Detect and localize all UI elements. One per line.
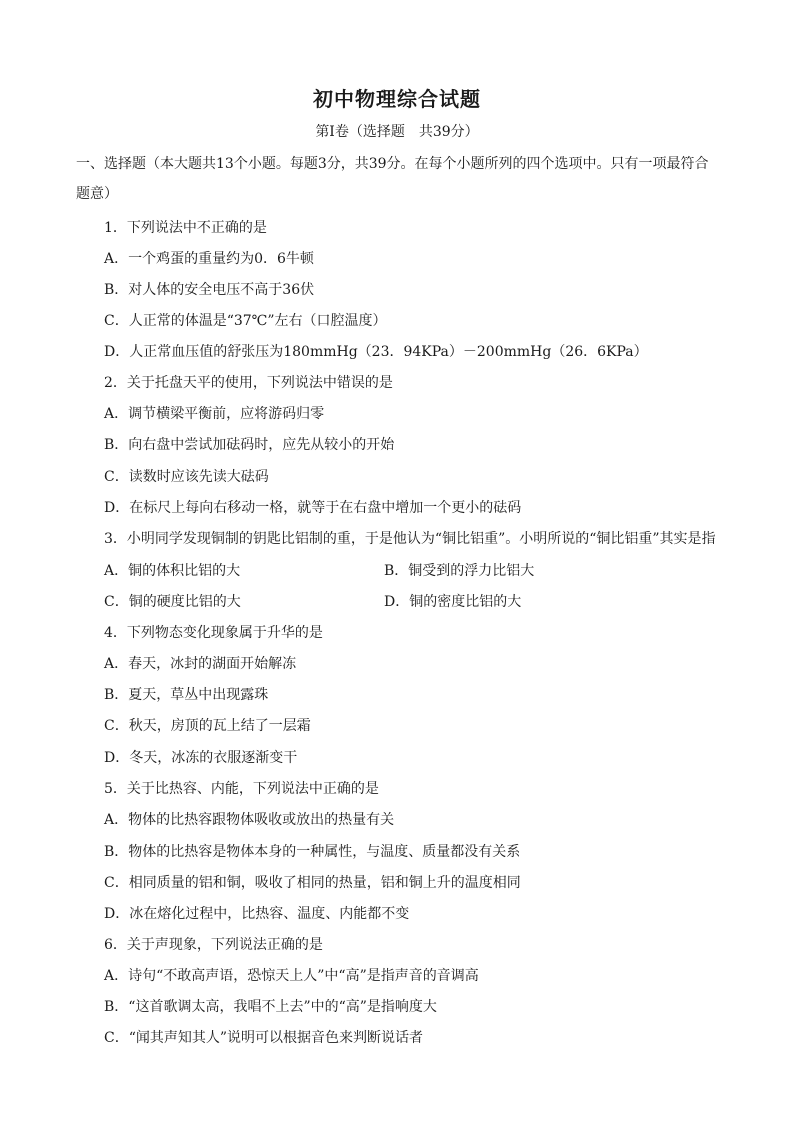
question-2-option-c: C．读数时应该先读大砝码 — [104, 469, 269, 485]
question-4-option-a: A．春天，冰封的湖面开始解冻 — [104, 656, 297, 672]
page-title: 初中物理综合试题 — [313, 87, 481, 111]
question-3-option-b: B．铜受到的浮力比铝大 — [384, 563, 535, 579]
question-1-option-d: D．人正常血压值的舒张压为180mmHg（23．94KPa）－200mmHg（26．6KPa） — [104, 344, 648, 360]
question-4-option-d: D．冬天，冰冻的衣服逐渐变干 — [104, 750, 298, 766]
question-3-option-d: D．铜的密度比铝的大 — [384, 594, 522, 610]
question-2-option-b: B．向右盘中尝试加砝码时，应先从较小的开始 — [104, 437, 395, 453]
question-5-option-b: B．物体的比热容是物体本身的一种属性，与温度、质量都没有关系 — [104, 844, 521, 860]
question-5-option-d: D．冰在熔化过程中，比热容、温度、内能都不变 — [104, 906, 410, 922]
section-intro-line-1: 一、选择题（本大题共13个小题。每题3分，共39分。在每个小题所列的四个选项中。只有一项最符合 — [76, 156, 709, 172]
question-4-option-b: B．夏天，草丛中出现露珠 — [104, 687, 269, 703]
question-6-option-c: C．“闻其声知其人”说明可以根据音色来判断说话者 — [104, 1030, 424, 1046]
question-1-option-b: B．对人体的安全电压不高于36伏 — [104, 282, 315, 298]
question-1-stem: 1．下列说法中不正确的是 — [104, 220, 267, 236]
question-2-stem: 2．关于托盘天平的使用，下列说法中错误的是 — [104, 375, 393, 391]
question-5-option-a: A．物体的比热容跟物体吸收或放出的热量有关 — [104, 812, 395, 828]
question-4-option-c: C．秋天，房顶的瓦上结了一层霜 — [104, 718, 311, 734]
question-5-stem: 5．关于比热容、内能，下列说法中正确的是 — [104, 781, 379, 797]
question-6-option-b: B．“这首歌调太高，我唱不上去”中的“高”是指响度大 — [104, 999, 437, 1015]
question-1-option-c: C．人正常的体温是“37℃”左右（口腔温度） — [104, 313, 387, 329]
page-subtitle: 第Ⅰ卷（选择题 共39分） — [315, 124, 479, 140]
question-2-option-d: D．在标尺上每向右移动一格，就等于在右盘中增加一个更小的砝码 — [104, 500, 522, 516]
question-1-option-a: A．一个鸡蛋的重量约为0．6牛顿 — [104, 251, 314, 267]
question-2-option-a: A．调节横梁平衡前，应将游码归零 — [104, 406, 325, 422]
question-3-stem: 3．小明同学发现铜制的钥匙比铝制的重，于是他认为“铜比铝重”。小明所说的“铜比铝重”其实是指 — [104, 531, 716, 547]
question-6-stem: 6．关于声现象，下列说法正确的是 — [104, 937, 323, 953]
question-6-option-a: A．诗句“不敢高声语，恐惊天上人”中“高”是指声音的音调高 — [104, 968, 479, 984]
question-5-option-c: C．相同质量的铝和铜，吸收了相同的热量，铝和铜上升的温度相同 — [104, 875, 521, 891]
section-intro-line-2: 题意） — [76, 186, 118, 202]
question-4-stem: 4．下列物态变化现象属于升华的是 — [104, 625, 323, 641]
question-3-option-a: A．铜的体积比铝的大 — [104, 563, 241, 579]
question-3-option-c: C．铜的硬度比铝的大 — [104, 594, 241, 610]
